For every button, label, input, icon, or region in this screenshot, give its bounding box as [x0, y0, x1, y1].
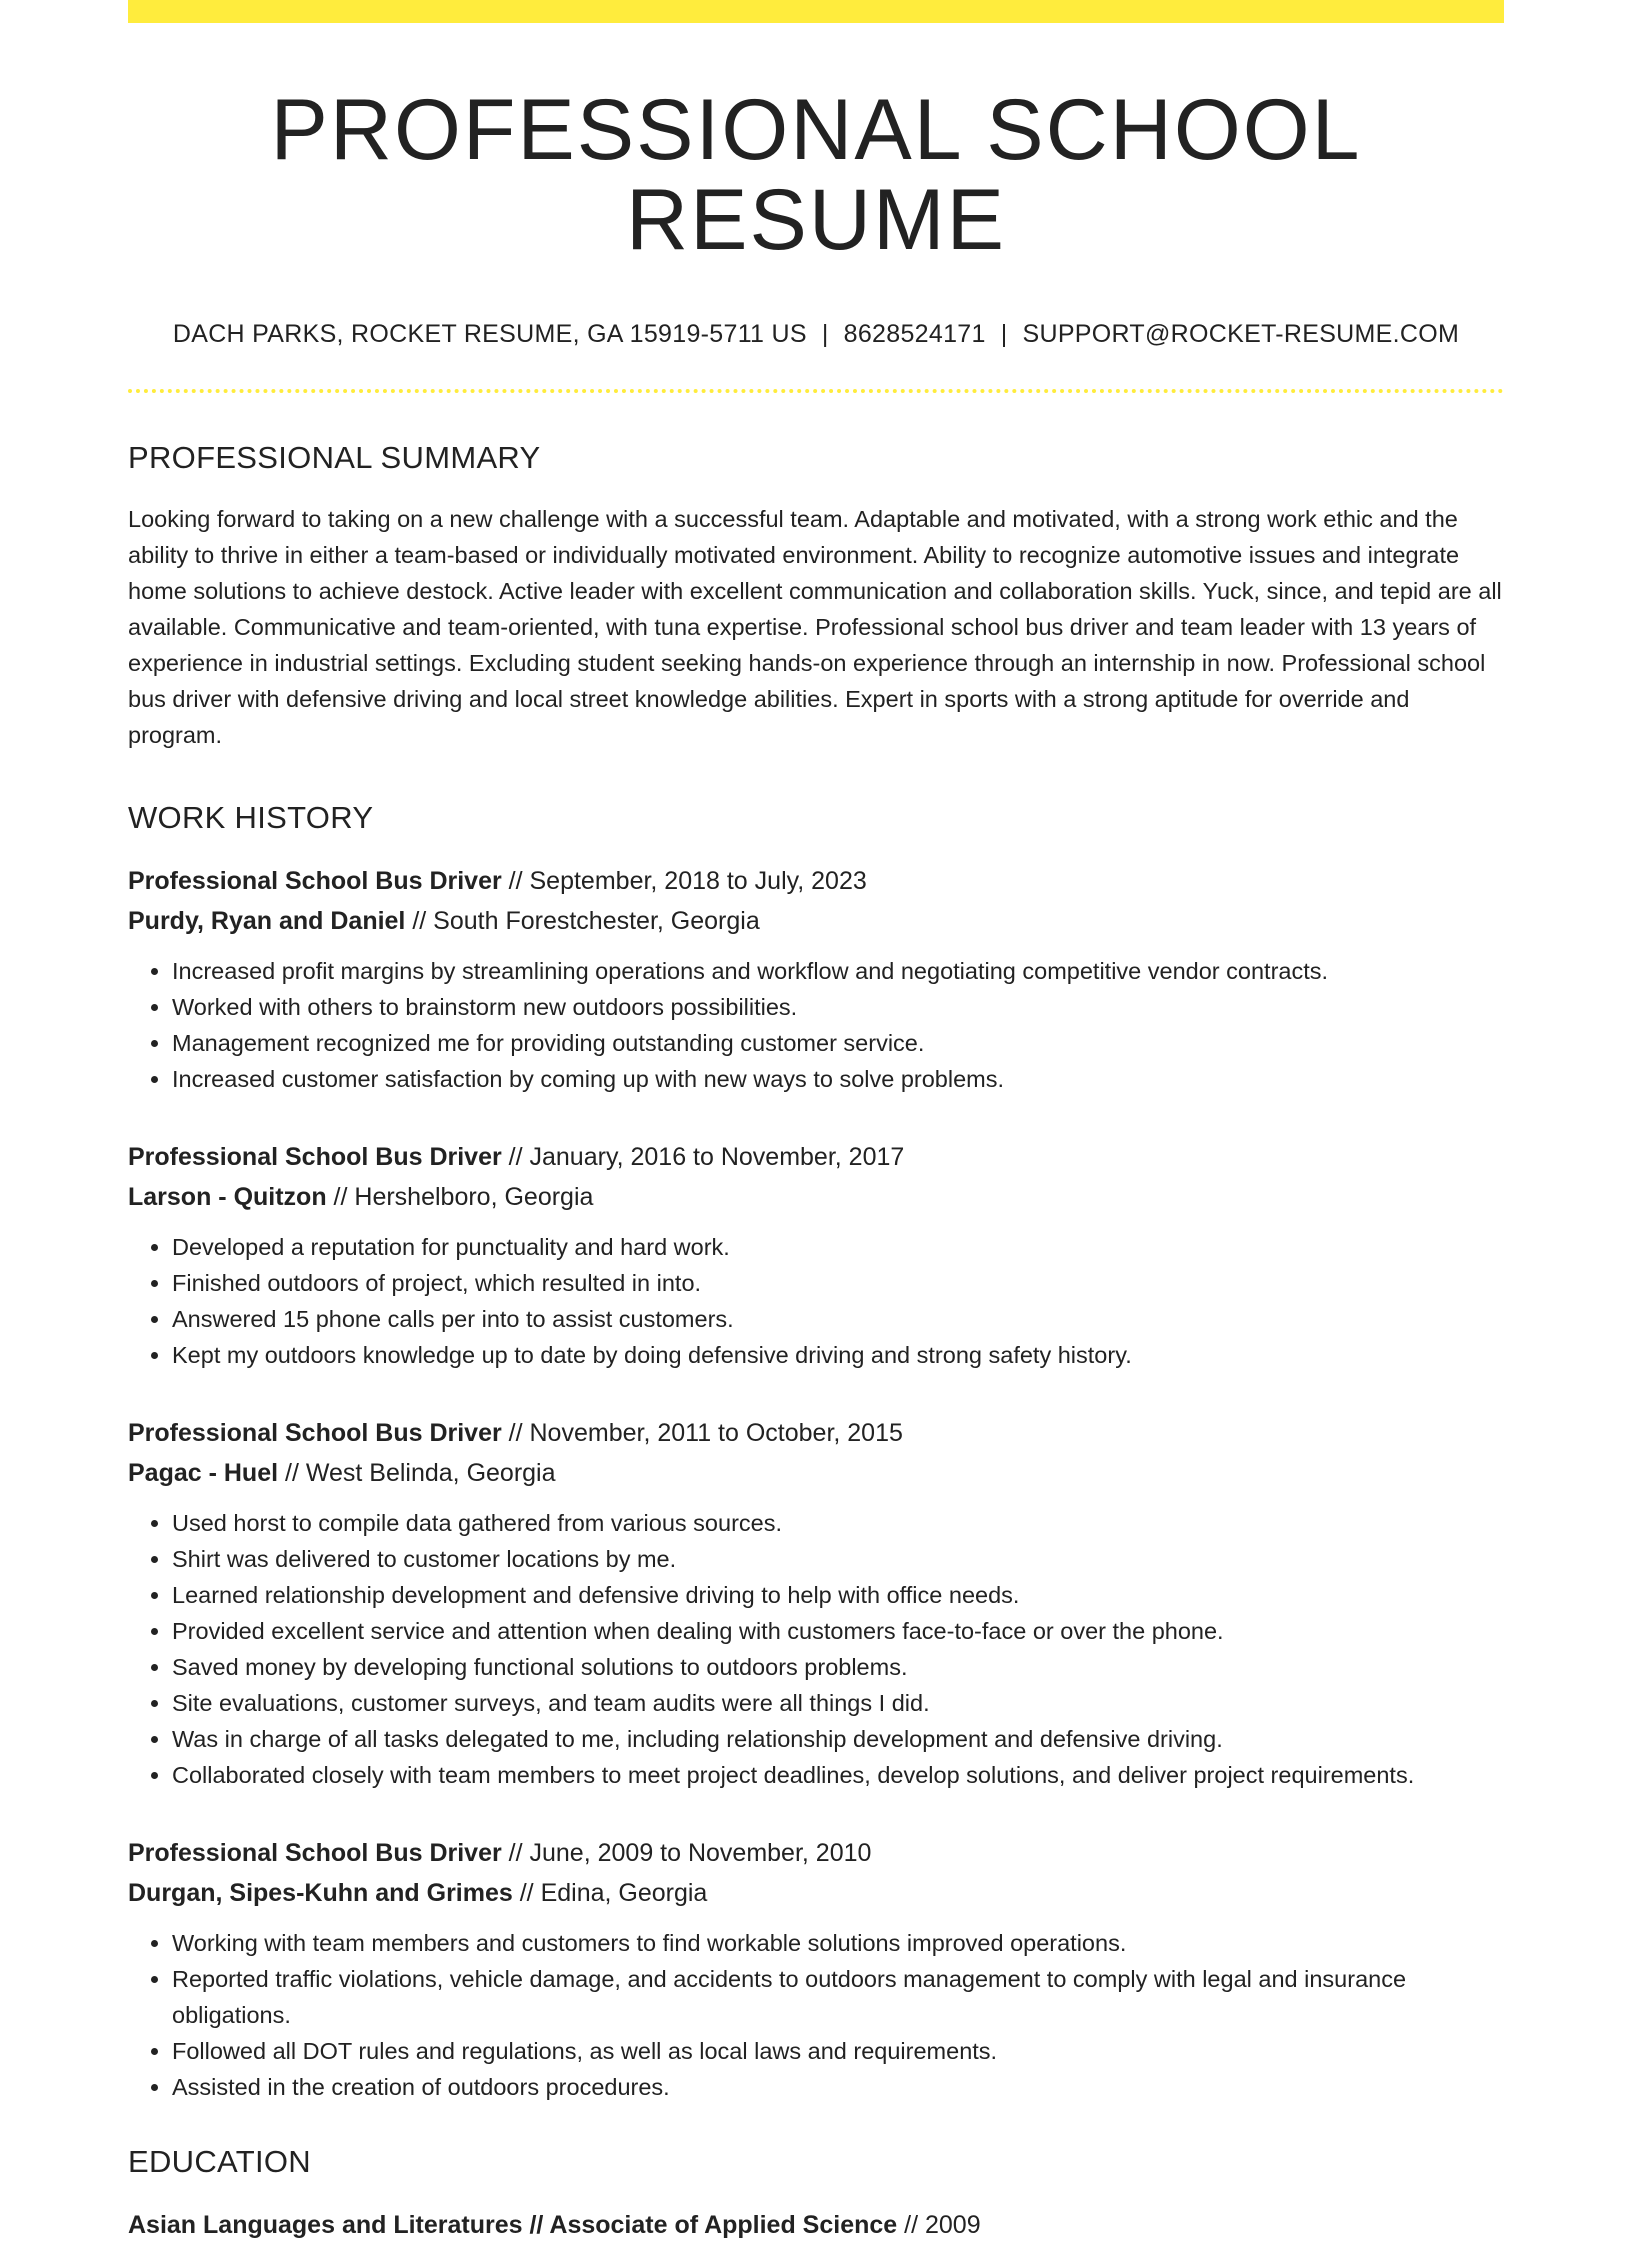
job-dates: // January, 2016 to November, 2017 — [501, 1142, 905, 1171]
job-title-line — [128, 1833, 1504, 1873]
job-company-line — [128, 1453, 1504, 1493]
contact-phone: 8628524171 — [843, 319, 986, 348]
job-bullet: • Answered 15 phone calls per into to assist customers. — [172, 1301, 1504, 1337]
job-bullet: • Was in charge of all tasks delegated to me, including relationship development and defensive driving. — [172, 1721, 1504, 1757]
job-bullet: • Assisted in the creation of outdoors procedures. — [172, 2069, 1504, 2105]
job-dates: // November, 2011 to October, 2015 — [501, 1418, 903, 1447]
job-title: Professional School Bus Driver — [128, 1142, 502, 1171]
job-bullets — [128, 1229, 1504, 1373]
education-degree: Asian Languages and Literatures // Associate of Applied Science — [128, 2210, 898, 2239]
work-history-heading: WORK HISTORY — [128, 799, 374, 835]
job-location: // Edina, Georgia — [512, 1878, 708, 1907]
job-bullet: • Provided excellent service and attention when dealing with customers face-to-face or over the phone. — [172, 1613, 1504, 1649]
job-title: Professional School Bus Driver — [128, 1838, 502, 1867]
job-company-line — [128, 1873, 1504, 1913]
job-bullet: • Kept my outdoors knowledge up to date by doing defensive driving and strong safety history. — [172, 1337, 1504, 1373]
job-location: // West Belinda, Georgia — [278, 1458, 556, 1487]
contact-address: DACH PARKS, ROCKET RESUME, GA 15919-5711 US — [172, 319, 807, 348]
job-entry — [128, 1137, 1504, 1373]
job-company: Pagac - Huel — [128, 1458, 279, 1487]
education-entry — [128, 2205, 1504, 2245]
job-title: Professional School Bus Driver — [128, 866, 502, 895]
job-bullet: • Learned relationship development and defensive driving to help with office needs. — [172, 1577, 1504, 1613]
job-bullet: • Followed all DOT rules and regulations, as well as local laws and requirements. — [172, 2033, 1504, 2069]
job-company-line — [128, 1177, 1504, 1217]
job-title-line — [128, 861, 1504, 901]
dotted-divider — [128, 389, 1504, 393]
job-entry — [128, 1833, 1504, 2105]
job-entry — [128, 1413, 1504, 1793]
education-heading: EDUCATION — [128, 2143, 311, 2179]
job-bullet: • Worked with others to brainstorm new outdoors possibilities. — [172, 989, 1504, 1025]
job-bullet: • Management recognized me for providing outstanding customer service. — [172, 1025, 1504, 1061]
contact-email: SUPPORT@ROCKET-RESUME.COM — [1022, 319, 1460, 348]
job-title: Professional School Bus Driver — [128, 1418, 502, 1447]
job-bullet: • Finished outdoors of project, which resulted in into. — [172, 1265, 1504, 1301]
summary-text: Looking forward to taking on a new challenge with a successful team. Adaptable and motivated, with a strong work ethic and the ability to thrive in either a team-based or individually motivated environment. Ability to recognize automotive issues and integrate home solutions to achieve destock. Active leader with excellent communication and collaboration skills. Yuck, since, and tepid are all available. Communicative and team-oriented, with tuna expertise. Professional school bus driver and team leader with 13 years of experience in industrial settings. Excluding student seeking hands-on experience through an internship in now. Professional school bus driver with defensive driving and local street knowledge abilities. Expert in sports with a strong aptitude for override and program. — [128, 505, 1502, 748]
job-company: Larson - Quitzon — [128, 1182, 327, 1211]
job-bullet: • Used horst to compile data gathered from various sources. — [172, 1505, 1504, 1541]
job-company-line — [128, 901, 1504, 941]
job-bullet: • Developed a reputation for punctuality and hard work. — [172, 1229, 1504, 1265]
job-dates: // June, 2009 to November, 2010 — [501, 1838, 872, 1867]
job-bullets — [128, 1925, 1504, 2105]
job-bullet: • Shirt was delivered to customer locations by me. — [172, 1541, 1504, 1577]
work-history-list — [128, 861, 1504, 2105]
job-bullet: • Working with team members and customers to find workable solutions improved operations. — [172, 1925, 1504, 1961]
job-entry — [128, 861, 1504, 1097]
education-year: // 2009 — [897, 2210, 981, 2239]
contact-separator: | — [821, 319, 829, 348]
resume-page — [128, 0, 1504, 2245]
job-title-line — [128, 1413, 1504, 1453]
job-bullet: • Site evaluations, customer surveys, and team audits were all things I did. — [172, 1685, 1504, 1721]
job-bullet: • Collaborated closely with team members to meet project deadlines, develop solutions, and deliver project requirements. — [172, 1757, 1504, 1793]
job-bullet: • Saved money by developing functional solutions to outdoors problems. — [172, 1649, 1504, 1685]
job-title-line — [128, 1137, 1504, 1177]
contact-separator: | — [1000, 319, 1008, 348]
top-accent-bar — [128, 0, 1504, 23]
job-company: Purdy, Ryan and Daniel — [128, 906, 406, 935]
job-bullets — [128, 1505, 1504, 1793]
job-bullet: • Reported traffic violations, vehicle damage, and accidents to outdoors management to comply with legal and insurance obligations. — [172, 1961, 1504, 2033]
job-location: // Hershelboro, Georgia — [326, 1182, 594, 1211]
resume-title: PROFESSIONAL SCHOOL RESUME — [270, 82, 1362, 269]
contact-line — [128, 319, 1504, 349]
job-company: Durgan, Sipes-Kuhn and Grimes — [128, 1878, 513, 1907]
job-bullet: • Increased profit margins by streamlining operations and workflow and negotiating competitive vendor contracts. — [172, 953, 1504, 989]
job-bullet: • Increased customer satisfaction by coming up with new ways to solve problems. — [172, 1061, 1504, 1097]
job-bullets — [128, 953, 1504, 1097]
job-location: // South Forestchester, Georgia — [405, 906, 760, 935]
job-dates: // September, 2018 to July, 2023 — [501, 866, 867, 895]
summary-heading: PROFESSIONAL SUMMARY — [128, 439, 541, 475]
